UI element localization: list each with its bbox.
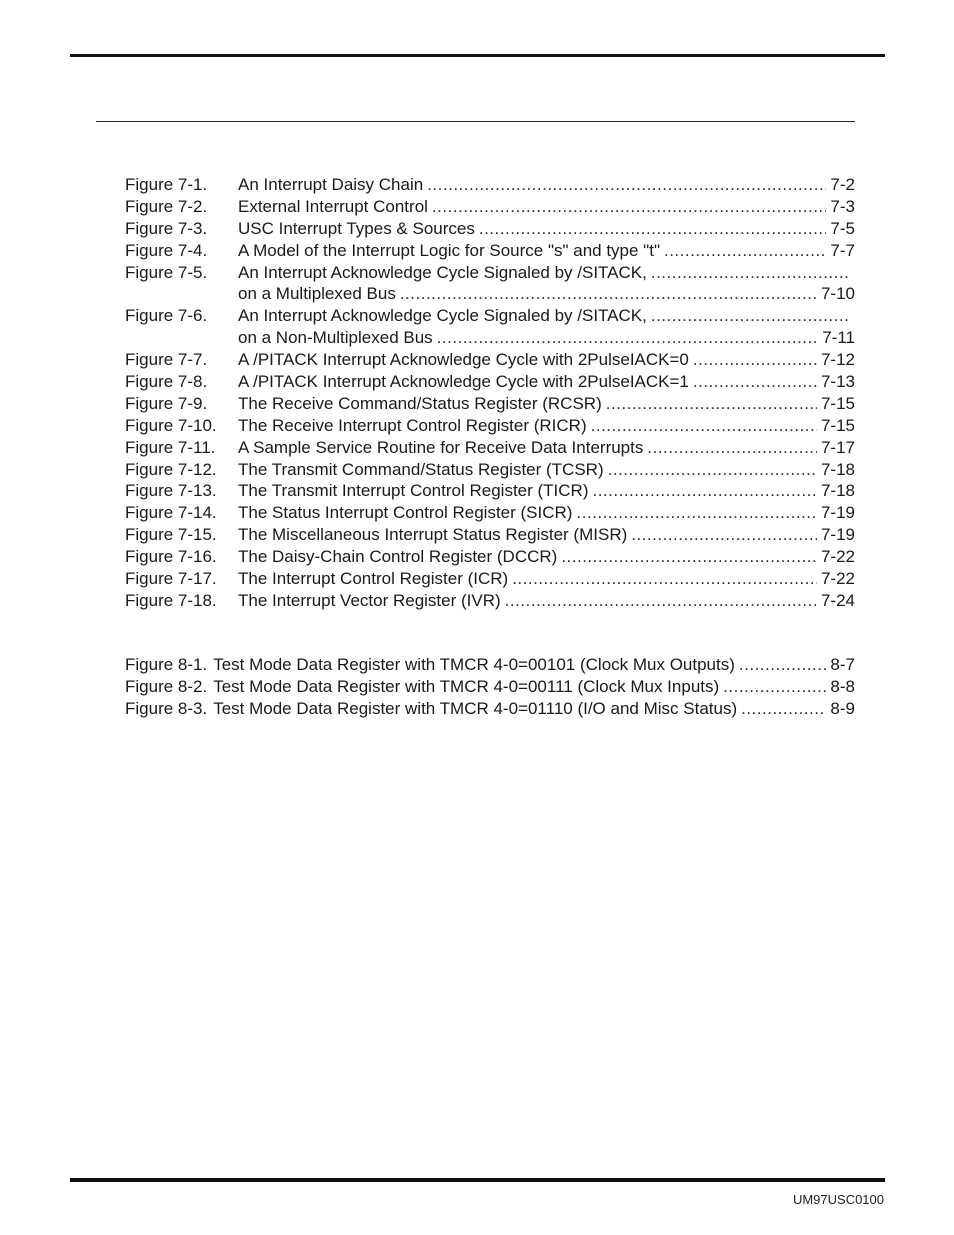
toc-entry[interactable] (125, 568, 855, 590)
dot-leader (606, 393, 817, 415)
dot-leader (723, 676, 826, 698)
figure-title: Test Mode Data Register with TMCR 4-0=00101 (Clock Mux Outputs) (213, 655, 735, 674)
toc-entry[interactable] (125, 218, 855, 240)
figure-title: An Interrupt Acknowledge Cycle Signaled by /SITACK, (238, 262, 647, 282)
figure-title: A Model of the Interrupt Logic for Source "s" and type "t" (238, 240, 660, 260)
figure-title: The Interrupt Control Register (ICR) (238, 569, 509, 589)
figure-label: Figure 7-5. (125, 262, 208, 282)
figure-label: Figure 7-9. (125, 393, 208, 413)
page-number: 7-5 (830, 218, 855, 238)
toc-entry[interactable] (125, 437, 855, 459)
dot-leader (437, 327, 819, 349)
dot-leader (479, 218, 827, 240)
figure-label: Figure 7-8. (125, 372, 208, 392)
dot-leader (400, 283, 817, 305)
dot-leader (631, 524, 817, 546)
figure-title: An Interrupt Daisy Chain (238, 175, 424, 194)
page-number: 7-13 (820, 372, 855, 392)
page-number: 7-3 (830, 196, 855, 216)
figure-label: Figure 8-1. (125, 655, 208, 674)
figure-title: The Daisy-Chain Control Register (DCCR) (238, 547, 558, 567)
page-number: 7-22 (820, 547, 855, 567)
page-number: 7-7 (830, 240, 855, 260)
dot-leader (432, 196, 827, 218)
page-number: 7-19 (820, 525, 855, 545)
figure-label: Figure 7-7. (125, 350, 208, 370)
figure-title: on a Multiplexed Bus (238, 284, 396, 304)
toc-entry[interactable] (125, 502, 855, 524)
dot-leader (561, 546, 817, 568)
toc-entry[interactable] (125, 676, 855, 698)
figure-label: Figure 7-4. (125, 240, 208, 260)
page-number: 7-15 (820, 415, 855, 435)
dot-leader (664, 240, 826, 262)
figure-label: Figure 7-17. (125, 569, 217, 589)
dot-leader (576, 502, 817, 524)
dot-leader (651, 305, 849, 327)
page-number: 7-24 (820, 590, 855, 610)
figure-title: The Transmit Interrupt Control Register (TICR) (238, 481, 589, 501)
toc-entry[interactable] (125, 240, 855, 262)
dot-leader (741, 698, 826, 720)
figure-list-chapter-7 (125, 174, 855, 612)
figure-label: Figure 7-18. (125, 590, 217, 610)
figure-title: The Status Interrupt Control Register (SICR) (238, 503, 573, 523)
figure-label: Figure 8-2. (125, 676, 208, 696)
figure-label: Figure 7-15. (125, 525, 217, 545)
toc-entry[interactable] (125, 654, 855, 676)
toc-entry[interactable] (125, 349, 855, 371)
page-number: 8-7 (830, 655, 855, 674)
page-number: 7-19 (820, 503, 855, 523)
figure-title: The Receive Interrupt Control Register (RICR) (238, 415, 587, 435)
toc-entry[interactable] (125, 415, 855, 437)
toc-entry[interactable] (125, 480, 855, 502)
dot-leader (592, 480, 816, 502)
dot-leader (651, 262, 849, 284)
page-number: 7-18 (820, 459, 855, 479)
figure-title: External Interrupt Control (238, 196, 428, 216)
page-number: 7-15 (820, 393, 855, 413)
toc-entry[interactable] (125, 524, 855, 546)
page-number: 8-9 (830, 698, 855, 718)
figure-label: Figure 8-3. (125, 698, 208, 718)
dot-leader (647, 437, 817, 459)
toc-entry[interactable] (125, 698, 855, 720)
header-rule (70, 54, 885, 57)
page-number: 7-17 (820, 437, 855, 457)
figure-label: Figure 7-6. (125, 306, 208, 326)
figure-label: Figure 7-16. (125, 547, 217, 567)
page-number: 7-10 (820, 284, 855, 304)
figure-label: Figure 7-13. (125, 481, 217, 501)
figure-label: Figure 7-11. (125, 437, 216, 457)
figure-title: A /PITACK Interrupt Acknowledge Cycle with 2PulseIACK=1 (238, 372, 689, 392)
toc-entry-continued[interactable] (125, 283, 855, 305)
toc-entry-continued[interactable] (125, 327, 855, 349)
toc-entry[interactable] (125, 371, 855, 393)
toc-entry[interactable] (125, 262, 855, 284)
dot-leader (693, 349, 817, 371)
figure-title: Test Mode Data Register with TMCR 4-0=00111 (Clock Mux Inputs) (213, 676, 720, 696)
page-number: 7-18 (820, 481, 855, 501)
dot-leader (505, 590, 817, 612)
toc-entry[interactable] (125, 174, 855, 196)
figure-title: The Miscellaneous Interrupt Status Register (MISR) (238, 525, 628, 545)
figure-title: Test Mode Data Register with TMCR 4-0=01110 (I/O and Misc Status) (213, 698, 738, 718)
figure-label: Figure 7-3. (125, 218, 208, 238)
figure-title: on a Non-Multiplexed Bus (238, 328, 433, 348)
section-divider (96, 121, 855, 122)
figure-label: Figure 7-1. (125, 175, 208, 194)
page-number: 7-22 (820, 569, 855, 589)
dot-leader (608, 459, 817, 481)
figure-title: The Receive Command/Status Register (RCSR) (238, 393, 602, 413)
toc-entry[interactable] (125, 393, 855, 415)
dot-leader (591, 415, 817, 437)
figure-title: A Sample Service Routine for Receive Data Interrupts (238, 437, 644, 457)
dot-leader (693, 371, 817, 393)
page-number: 7-12 (820, 350, 855, 370)
dot-leader (427, 174, 826, 196)
page-number: 7-2 (830, 175, 855, 194)
figure-label: Figure 7-14. (125, 503, 217, 523)
toc-entry[interactable] (125, 590, 855, 612)
footer-rule (70, 1178, 885, 1182)
dot-leader (739, 654, 827, 676)
document-id: UM97USC0100 (792, 1192, 884, 1207)
figure-label: Figure 7-2. (125, 196, 208, 216)
figure-title: USC Interrupt Types & Sources (238, 218, 475, 238)
figure-title: The Transmit Command/Status Register (TCSR) (238, 459, 604, 479)
toc-entry[interactable] (125, 546, 855, 568)
figure-label: Figure 7-10. (125, 415, 217, 435)
figure-label: Figure 7-12. (125, 459, 217, 479)
figure-title: An Interrupt Acknowledge Cycle Signaled by /SITACK, (238, 306, 647, 326)
page-number: 7-11 (822, 328, 855, 348)
toc-entry[interactable] (125, 459, 855, 481)
figure-list-chapter-8 (125, 654, 855, 720)
figure-title: The Interrupt Vector Register (IVR) (238, 590, 501, 610)
figure-title: A /PITACK Interrupt Acknowledge Cycle with 2PulseIACK=0 (238, 350, 689, 370)
toc-entry[interactable] (125, 305, 855, 327)
dot-leader (512, 568, 817, 590)
page-number: 8-8 (830, 676, 855, 696)
toc-entry[interactable] (125, 196, 855, 218)
